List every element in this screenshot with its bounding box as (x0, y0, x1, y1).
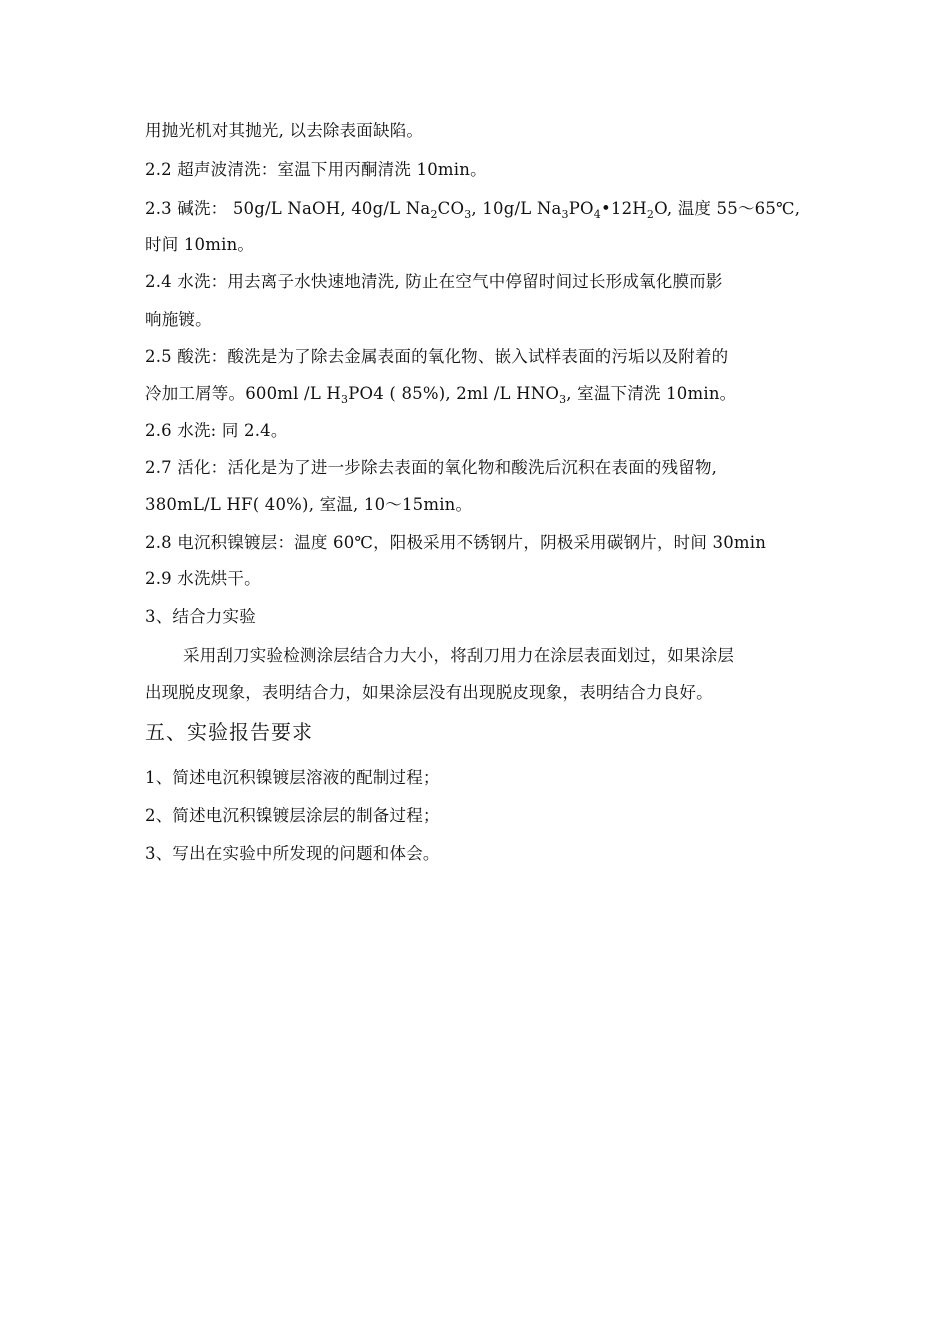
text-line: 380mL/L HF( 40%), 室温, 10～15min。 (145, 495, 473, 514)
report-requirements-heading: 五、实验报告要求 (145, 720, 313, 744)
text-segment: , 室温下清洗 10min。 (566, 384, 737, 403)
text-line: 2.6 水洗: 同 2.4。 (145, 421, 288, 440)
section-title: 3、结合力实验 (145, 607, 256, 626)
subscript: 3 (559, 393, 567, 406)
subscript: 3 (464, 208, 472, 221)
text-segment: PO (568, 199, 594, 218)
subscript: 2 (430, 208, 438, 221)
text-line: 时间 10min。 (145, 235, 255, 254)
text-line: 2.8 电沉积镍镀层：温度 60℃，阳极采用不锈钢片，阴极采用碳钢片，时间 30min (145, 533, 767, 552)
text-line-acid-wash (145, 383, 815, 405)
text-line-alkaline-wash (145, 198, 815, 220)
subscript: 2 (646, 208, 655, 221)
list-item: 2、简述电沉积镍镀层涂层的制备过程； (145, 806, 440, 825)
text-segment: •12H (600, 199, 647, 218)
text-line: 2.7 活化：活化是为了进一步除去表面的氧化物和酸洗后沉积在表面的残留物, (145, 458, 718, 477)
text-line: 用抛光机对其抛光, 以去除表面缺陷。 (145, 121, 424, 140)
subscript: 4 (593, 208, 601, 221)
text-line: 响施镀。 (145, 310, 212, 329)
text-segment: 2.3 碱洗： 50g/L NaOH, 40g/L Na (145, 199, 431, 218)
text-segment: , 10g/L Na (471, 199, 562, 218)
paragraph-line: 出现脱皮现象，表明结合力，如果涂层没有出现脱皮现象，表明结合力良好。 (145, 683, 713, 702)
text-segment: PO4 ( 85%), 2ml /L HNO (348, 384, 560, 403)
text-line: 2.4 水洗：用去离子水快速地清洗, 防止在空气中停留时间过长形成氧化膜而影 (145, 272, 723, 291)
text-segment: CO (437, 199, 465, 218)
text-line: 2.9 水洗烘干。 (145, 569, 261, 588)
text-line: 2.2 超声波清洗：室温下用丙酮清洗 10min。 (145, 160, 487, 179)
list-item: 3、写出在实验中所发现的问题和体会。 (145, 844, 440, 863)
subscript: 3 (341, 393, 349, 406)
text-segment: O, 温度 55～65℃, (654, 199, 801, 218)
list-item: 1、简述电沉积镍镀层溶液的配制过程； (145, 768, 440, 787)
text-line: 2.5 酸洗：酸洗是为了除去金属表面的氧化物、嵌入试样表面的污垢以及附着的 (145, 347, 729, 366)
paragraph-line: 采用刮刀实验检测涂层结合力大小，将刮刀用力在涂层表面划过，如果涂层 (183, 646, 735, 665)
subscript: 3 (561, 208, 569, 221)
text-segment: 冷加工屑等。600ml /L H (145, 384, 342, 403)
